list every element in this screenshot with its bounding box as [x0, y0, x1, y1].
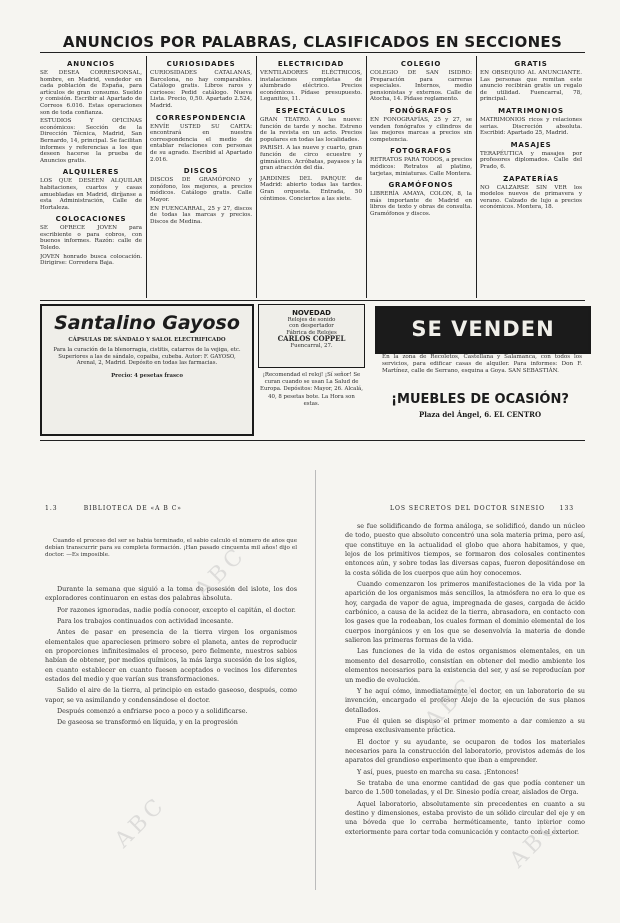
watermark-abc: ABC: [505, 811, 567, 874]
santalino-subtitle: CÁPSULAS DE SÁNDALO Y SALOL ELECTRIFICADO: [68, 337, 226, 343]
story-paragraph: Antes de pasar en presencia de la tierra virgen los organismos elementales que apareciesen primero sobre el planeta, antes de reproducir en proporciones infinitesimales el proceso, pero fielmente, nuestros sabios habían de obtener, por medios químicos, la más larga sucesión de los siglos, en cuanto establecer en cuanto fuesen aceptados o vecinos los diferentes estados del medio y que varían sus transformaciones.: [45, 628, 297, 684]
relojes-line: CARLOS COPPEL: [277, 334, 346, 344]
section-title: ANUNCIOS: [67, 60, 115, 68]
classified-ad: CURIOSIDADES CATALANAS, Barcelona, no hay comparables. Catálogo gratis. Libros raros y curiosos: Pedid catálogo. Nueva Lista. Precio, 0,50. Apartado 2.524, Madrid.: [150, 70, 252, 109]
section-title: MATRIMONIOS: [498, 106, 564, 115]
section-title: FONÓGRAFOS: [389, 106, 453, 115]
page-number-left: 1.3: [45, 505, 58, 512]
section-title: MASAJES: [510, 140, 552, 149]
story-paragraph: El doctor y su ayudante, se ocuparon de todos los materiales necesarios para la construcción del laboratorio, provistos además de los aparatos del grandioso experimento que iban a emprender.: [345, 737, 585, 765]
section-title: GRATIS: [514, 60, 548, 68]
classified-column: [370, 56, 472, 298]
section-title: ELECTRICIDAD: [277, 60, 345, 68]
column-rule: [366, 56, 367, 298]
section-title: CURIOSIDADES: [166, 60, 236, 68]
classified-ad: DISCOS DE GRAMÓFONO y zonófono, los mejores, a precios módicos. Catálogo gratis. Calle Mayor.: [150, 177, 252, 203]
terrenos-body: En la zona de Recoletos, Castellana y Salamanca, con todos los servicios, para edificar casas de alquiler. Para informes: Don F. Martínez, calle de Serrano, esquina a Goya. SAN SEBASTIÁN.: [382, 354, 582, 375]
classified-ad: GRAN TEATRO. A las nueve: función de tarde y noche. Estreno de la revista en un acto. Precios populares en todas las localidades.: [260, 116, 362, 143]
header-rule: [40, 52, 585, 53]
page-number-right: 133: [559, 505, 575, 512]
classified-ad: RETRATOS PARA TODOS, a precios módicos: Retratos al platino, tarjetas, miniaturas. Calle Montera.: [370, 157, 472, 177]
classified-ad: EN OBSEQUIO AL ANUNCIANTE. Las personas que remitan este anuncio recibirán gratis un regalo de utilidad. Fuencarral, 78, principal.: [480, 70, 582, 103]
classified-column: [260, 56, 362, 298]
classified-column: [480, 56, 582, 298]
running-title-left: BIBLIOTECA DE «A B C»: [83, 505, 182, 512]
story-paragraph: Las funciones de la vida de estos organismos elementales, en un momento del desarrollo, consistían en obtener del medio ambiente los elementos necesarios para la existencia del ser, y así se reproducían por un medio de evolución.: [345, 647, 585, 684]
classified-ad: JARDINES DEL PARQUE de Madrid: abierto todas las tardes. Gran orquesta. Entrada, 50 céntimos. Conciertos a las siete.: [260, 175, 362, 202]
story-paragraph: Y así, pues, puesto en marcha su casa. ¡Entonces!: [357, 767, 519, 776]
story-paragraph: Para los trabajos continuados con actividad incesante.: [57, 617, 234, 626]
section-title: ESPECTÁCULOS: [275, 106, 347, 115]
santalino-title: Santalino Gayoso: [54, 312, 240, 334]
relojes-title: NOVEDAD: [292, 309, 331, 317]
column-rule: [476, 56, 477, 298]
watermark-abc: ABC: [110, 791, 172, 854]
story-paragraph: Aquel laboratorio, absolutamente sin precedentes en cuanto a su destino y dimensiones, estaba provisto de un sólido circular del eje y en una bóveda que lo cerraba herméticamente, tanto interior como exteriormente para cortar toda comunicación y contacto con el exterior.: [345, 799, 585, 836]
classified-ad: MATRIMONIOS ricos y relaciones serias. Discreción absoluta. Escribid: Apartado 25, Madrid.: [480, 116, 582, 137]
section-title: DISCOS: [183, 167, 219, 176]
classified-ad: EN FONOGRAFÍAS, 25 y 27, se venden fonógrafos y cilindros de las mejores marcas a precios sin competencia.: [370, 116, 472, 143]
section-title: COLEGIO: [400, 60, 442, 68]
story-left-column: [45, 585, 297, 875]
column-rule: [146, 56, 147, 298]
column-rule: [256, 56, 257, 298]
classified-ad: ESTUDIOS Y OFICINAS económicos: Sección de la Dirección Técnica, Madrid, San Bernardo, 14, principal. Se facilitan informes y referencias a los que deseen hacerse la prueba de Anuncios gratis.: [40, 118, 142, 164]
classified-ad: PARISH. A las nueve y cuarto, gran función de circo ecuestre y gimnástico. Acróbatas, payasos y la gran atracción del día.: [260, 145, 362, 172]
story-paragraph: Cuando comenzaron los primeros manifestaciones de la vida por la aparición de los organismos más sencillos, la atmósfera no era lo que es hoy, cargada de vapor de agua, impregnada de gases, cargada de ácido carbónico, a causa de la acidez de la tierra, abrasadora, en contacto con los gases que la rodeaban, los cuales forman el dominio elemental de los cuerpos inorgánicos y en los que se desenvolvía la materia de donde salieron las primeras formas de la vida.: [345, 580, 585, 645]
ad-relojes-coppel: [258, 304, 365, 368]
classified-column: [40, 56, 142, 298]
classified-ad: SE DESEA CORRESPONSAL, hombre, en Madrid, vendedor en cada población de España, para artículos de gran consumo. Sueldo y comisión. Escribir al Apartado de Correos 6.016. Estas operaciones son de toda confianza.: [40, 70, 142, 116]
muebles-title: ¡MUEBLES DE OCASIÓN?: [391, 392, 569, 407]
running-head-left: [45, 505, 182, 512]
santalino-body: Para la curación de la blenorragia, cistitis, catarros de la vejiga, etc. Superiores a las de sándalo, copaiba, cubeba. Autor: F. GAYOSO, Arenal, 2, Madrid. Depósito en todas las farmacias.: [53, 347, 241, 367]
classified-ad: LOS QUE DESEEN ALQUILAR habitaciones, cuartos y casas amuebladas en Madrid, diríjanse a esta Administración, Calle de Hortaleza.: [40, 178, 142, 211]
watermark-abc: ABC: [190, 541, 252, 604]
section-title: ZAPATERÍAS: [503, 174, 559, 183]
story-paragraph: Se trataba de una enorme cantidad de gas que podía contener un barco de 1.500 toneladas, y el Dr. Sinesio podía crear, aislados de Orga.: [345, 778, 585, 797]
classified-ad: TERAPÉUTICA y masajes por profesores diplomados. Calle del Prado, 6.: [480, 150, 582, 170]
page-header-title: ANUNCIOS POR PALABRAS, CLASIFICADOS EN SECCIONES: [62, 33, 563, 51]
section-title: COLOCACIONES: [55, 215, 127, 224]
story-paragraph: Después comenzó a enfriarse poco a poco y a solidificarse.: [57, 707, 248, 716]
story-paragraph: De gaseosa se transformó en líquida, y en la progresión: [57, 718, 238, 727]
columns-bottom-rule: [40, 300, 585, 301]
illustration-caption: Cuando el proceso del ser se había terminado, el sabio calculó el número de años que debían transcurrir para su completa formación. ¡Han pasado cincuenta mil años! dijo el doctor. —Es imposible.: [45, 538, 297, 558]
classified-ad: LIBRERÍA AMAYA, COLON, 8, la más importante de Madrid en libros de texto y obras de consulta. Gramófonos y discos.: [370, 191, 472, 217]
classified-ad: SE OFRECE JOVEN para escribiente o para cobros, con buenos informes. Razón: calle de Toledo.: [40, 225, 142, 252]
section-title: CORRESPONDENCIA: [155, 113, 247, 122]
section-title: GRAMÓFONOS: [388, 181, 454, 190]
relojes-line: Fuencarral, 27.: [290, 342, 333, 349]
classified-ad: ENVÍE USTED SU CARTA: encontrará en nuestra correspondencia el medio de entablar relaciones con personas de su agrado. Escribid al Apartado 2.016.: [150, 123, 252, 163]
story-paragraph: se fue solidificando de forma análoga, se solidificó, dando un núcleo de todo, puesto que absoluto concentró una sola materia prima, pero así, que constituye en la actualidad el globo que ahora habitamos, y que, lejos de los primitivos tiempos, se formaron dos colosales continentes entonces aún, y sobre todas las diversas capas, fueron depositándose en la costa sólida de los cuerpos que aún hoy conocemos.: [345, 522, 585, 577]
terrenos-title: SE VENDEN: [411, 317, 555, 341]
story-left-caption-wrap: [45, 538, 297, 583]
santalino-footer: Precio: 4 pesetas frasco: [111, 372, 183, 379]
story-paragraph: Durante la semana que siguió a la toma de posesión del islote, los dos exploradores continuaron en estas dos palabras absoluta.: [45, 585, 297, 603]
ad-terrenos-banner: [375, 306, 591, 354]
story-paragraph: Y he aquí cómo, inmediatamente el doctor, en un laboratorio de su invención, encargado el profesor Alejo de la ejecución de sus planos detallados.: [345, 686, 585, 714]
ads-bottom-rule: [40, 440, 585, 441]
classified-ad: JOVEN honrado busca colocación. Dirigirse: Corredera Baja.: [40, 253, 142, 267]
classified-ad: VENTILADORES ELÉCTRICOS, instalaciones completas de alumbrado eléctrico. Precios económicos. Pídase presupuesto. Leganitos, 11.: [260, 70, 362, 103]
section-title: ALQUILERES: [62, 168, 120, 177]
story-paragraph: Por razones ignoradas, nadie podía conocer, excepto el capitán, el doctor.: [57, 605, 296, 614]
story-paragraph: Fue él quien se dispuso el primer momento a dar comienzo a su empresa exclusivamente práctica.: [345, 716, 585, 735]
ad-salud-europa: ¡Recomendad el reloj! ¡Sí señor! Se curan cuando se usan La Salud de Europa. Depósitos: Mayor, 26. Alcalá, 40, 8 pesetas bote. La Hora son estas.: [260, 372, 363, 407]
relojes-line: Relojes de sonido: [287, 317, 336, 323]
running-head-right: [390, 505, 574, 512]
story-paragraph: Salido el aire de la tierra, al principio en estado gaseoso, después, como vapor, se va asimilando y condensándose el doctor.: [45, 686, 297, 704]
classified-ad: COLEGIO DE SAN ISIDRO: Preparación para carreras especiales. Internos, medio pensionistas y externos. Calle de Atocha, 14. Pídase reglamento.: [370, 70, 472, 103]
muebles-subtitle: Plaza del Ángel, 6. EL CENTRO: [418, 410, 542, 419]
classified-ad: NO CALZARSE SIN VER los modelos nuevos de primavera y verano. Calzado de lujo a precios económicos. Montera, 18.: [480, 184, 582, 211]
classified-ad: EN FUENCARRAL, 25 y 27, discos de todas las marcas y precios. Discos de Medina.: [150, 205, 252, 225]
section-title: FOTOGRAFOS: [390, 147, 452, 156]
ad-santalino-gayoso: [40, 304, 254, 436]
classified-column: [150, 56, 252, 298]
running-title-right: LOS SECRETOS DEL DOCTOR SINESIO: [390, 505, 546, 512]
page-gutter: [315, 470, 316, 890]
relojes-line: con despertador: [289, 323, 334, 330]
relojes-line: Fábrica de Relojes: [286, 329, 337, 336]
watermark-abc: ABC: [420, 671, 482, 734]
